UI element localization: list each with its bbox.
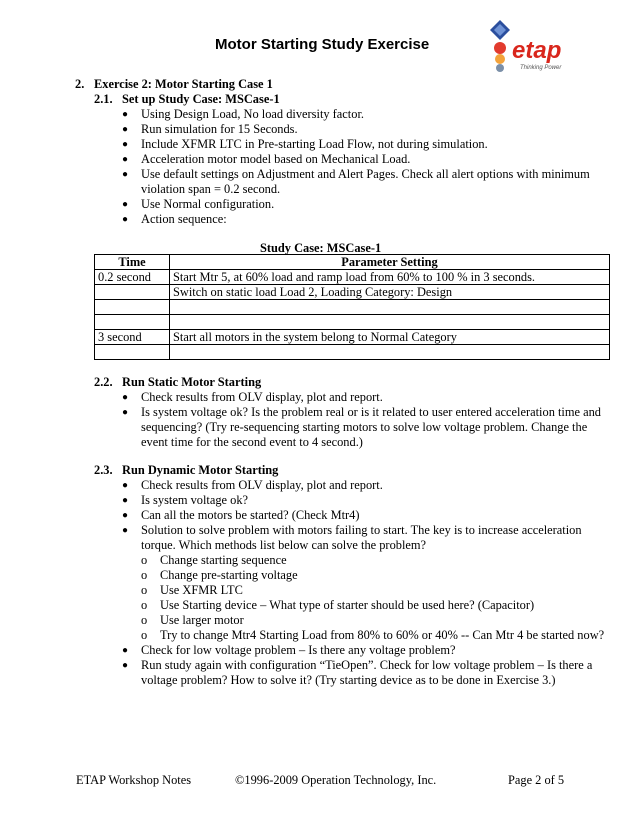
table-row [95,330,610,345]
bullet-icon: ● [122,154,129,165]
bullet-icon: ● [122,645,129,656]
bullet-icon: ● [122,214,129,225]
sub-list-item: Use Starting device – What type of starter should be used here? (Capacitor) [160,598,535,612]
list-item-continuation: voltage problem? How to solve it? (Try starting device as to be done in Exercise 3.) [141,673,556,687]
list-item-continuation: event time for the second event to 4 second.) [141,435,363,449]
sub-list-item: Use larger motor [160,613,244,627]
subsection-heading: Run Static Motor Starting [122,375,262,389]
bullet-icon: ● [122,495,129,506]
table-cell-parameter: Start all motors in the system belong to Normal Category [170,330,610,345]
logo-tagline: Thinking Power [520,65,562,71]
logo-diamond-icon [490,20,510,72]
table-row [95,315,610,330]
table-cell-parameter: Switch on static load Load 2, Loading Category: Design [170,285,610,300]
table-caption: Study Case: MSCase-1 [260,241,382,255]
table-cell-parameter [170,315,610,330]
bullet-icon: ● [122,169,129,180]
subsection-number: 2.3. [94,463,113,477]
list-item: Using Design Load, No load diversity factor. [141,107,364,121]
etap-logo [486,18,576,74]
table-cell-time [95,345,170,360]
sub-list-item: Change pre-starting voltage [160,568,298,582]
table-cell-parameter: Start Mtr 5, at 60% load and ramp load from 60% to 100 % in 3 seconds. [170,270,610,285]
list-item: Check for low voltage problem – Is there any voltage problem? [141,643,456,657]
column-header-time: Time [95,255,170,270]
column-header-parameter: Parameter Setting [170,255,610,270]
bullet-icon: ● [122,109,129,120]
subsection-heading: Set up Study Case: MSCase-1 [122,92,280,106]
bullet-icon: ● [122,510,129,521]
bullet-icon: ● [122,139,129,150]
table-row [95,345,610,360]
table-cell-time: 3 second [95,330,170,345]
circle-bullet-icon: o [141,583,148,597]
bullet-icon: ● [122,525,129,536]
list-item: Run simulation for 15 Seconds. [141,122,298,136]
list-item: Include XFMR LTC in Pre-starting Load Flow, not during simulation. [141,137,488,151]
list-item: Solution to solve problem with motors failing to start. The key is to increase acceleration [141,523,582,537]
footer-copyright: ©1996-2009 Operation Technology, Inc. [235,773,437,787]
subsection-heading: Run Dynamic Motor Starting [122,463,279,477]
table-cell-time [95,315,170,330]
footer-left: ETAP Workshop Notes [76,773,192,787]
bullet-icon: ● [122,392,129,403]
list-item: Action sequence: [141,212,227,226]
circle-bullet-icon: o [141,613,148,627]
subsection-number: 2.2. [94,375,113,389]
section-number: 2. [75,77,85,91]
table-cell-time: 0.2 second [95,270,170,285]
list-item: Acceleration motor model based on Mechanical Load. [141,152,411,166]
table-cell-parameter [170,300,610,315]
list-item: Run study again with configuration “TieOpen”. Check for low voltage problem – Is there a [141,658,593,672]
study-case-table [94,254,610,360]
table-row [95,300,610,315]
circle-bullet-icon: o [141,553,148,567]
sub-list-item: Try to change Mtr4 Starting Load from 80% to 60% or 40% -- Can Mtr 4 be started now? [160,628,605,642]
bullet-icon: ● [122,407,129,418]
footer-page-number: Page 2 of 5 [508,773,565,787]
list-item-continuation: sequencing? (Try re-sequencing starting motors to solve low voltage problem. Change the [141,420,588,434]
sub-list-item: Change starting sequence [160,553,287,567]
table-row [95,285,610,300]
table-cell-parameter [170,345,610,360]
list-item-continuation: torque. Which methods list below can solve the problem? [141,538,427,552]
table-cell-time [95,300,170,315]
list-item: Use default settings on Adjustment and Alert Pages. Check all alert options with minimum [141,167,590,181]
circle-bullet-icon: o [141,628,148,642]
circle-bullet-icon: o [141,568,148,582]
table-header-row [95,255,610,270]
bullet-icon: ● [122,480,129,491]
table-row [95,270,610,285]
section-heading: Exercise 2: Motor Starting Case 1 [94,77,273,91]
list-item-continuation: violation span = 0.2 second. [141,182,281,196]
sub-list-item: Use XFMR LTC [160,583,243,597]
list-item: Check results from OLV display, plot and report. [141,478,383,492]
logo-wordmark: etap [512,37,562,64]
table-cell-time [95,285,170,300]
bullet-icon: ● [122,124,129,135]
circle-bullet-icon: o [141,598,148,612]
subsection-number: 2.1. [94,92,113,106]
list-item: Can all the motors be started? (Check Mtr4) [141,508,360,522]
bullet-icon: ● [122,660,129,671]
list-item: Is system voltage ok? Is the problem real or is it related to user entered acceleration time and [141,405,602,419]
bullet-icon: ● [122,199,129,210]
list-item: Use Normal configuration. [141,197,275,211]
list-item: Is system voltage ok? [141,493,249,507]
list-item: Check results from OLV display, plot and report. [141,390,383,404]
page-title: Motor Starting Study Exercise [215,36,430,53]
